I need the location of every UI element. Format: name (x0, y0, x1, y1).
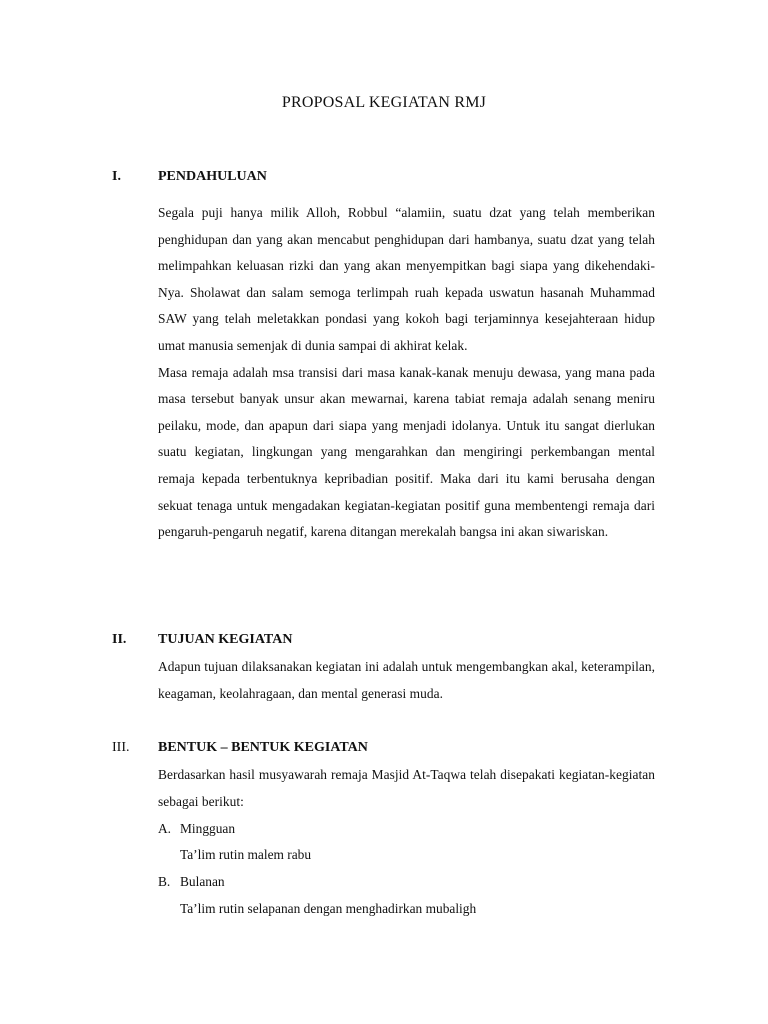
section-body-bentuk (158, 762, 655, 815)
list-label: Mingguan (180, 821, 236, 836)
section-heading: TUJUAN KEGIATAN (158, 632, 293, 647)
section-number: I. (112, 169, 121, 184)
paragraph: Berdasarkan hasil musyawarah remaja Masjid At-Taqwa telah disepakati kegiatan-kegiatan sebagai berikut: (158, 767, 655, 809)
document-title: PROPOSAL KEGIATAN RMJ (281, 94, 487, 111)
section-number: III. (112, 740, 130, 755)
section-body-tujuan (158, 654, 655, 707)
paragraph: Adapun tujuan dilaksanakan kegiatan ini adalah untuk mengembangkan akal, keterampilan, keagaman, keolahragaan, dan mental generasi muda. (158, 659, 655, 701)
list-item-bulanan (158, 874, 225, 890)
paragraph: Masa remaja adalah msa transisi dari masa kanak-kanak menuju dewasa, yang mana pada masa tersebut banyak unsur akan mewarnai, karena tabiat remaja adalah senang meniru peilaku, mode, dan apapun dari siapa yang menjadi idolanya. Untuk itu sangat dierlukan suatu kegiatan, lingkungan yang mengarahkan dan mengiringi perkembangan mental remaja kepada terbentuknya kepribadian positif. Maka dari itu kami berusaha dengan sekuat tenaga untuk mengadakan kegiatan-kegiatan positif guna membentengi remaja dari pengaruh-pengaruh negatif, karena ditangan merekalah bangsa ini akan siwariskan. (158, 364, 655, 540)
paragraph: Segala puji hanya milik Alloh, Robbul “alamiin, suatu dzat yang telah memberikan penghidupan dan yang akan mencabut penghidupan dari hambanya, suatu dzat yang telah melimpahkan keluasan rizki dan yang akan menyempitkan bagi siapa yang dikehendaki-Nya. Sholawat dan salam semoga terlimpah ruah kepada uswatun hasanah Muhammad SAW yang telah meletakkan pondasi yang kokoh bagi terjaminnya kesejahteraan hidup umat manusia semenjak di dunia sampai di akhirat kelak. (158, 205, 655, 353)
list-letter: A. (158, 821, 172, 836)
section-heading: PENDAHULUAN (158, 169, 267, 184)
list-letter: B. (158, 874, 171, 889)
section-heading: BENTUK – BENTUK KEGIATAN (158, 740, 368, 755)
section-number: II. (112, 632, 127, 647)
list-item-mingguan (158, 821, 235, 837)
list-label: Bulanan (180, 874, 225, 889)
list-detail: Ta’lim rutin malem rabu (180, 847, 312, 862)
section-body-pendahuluan (158, 200, 655, 546)
list-detail: Ta’lim rutin selapanan dengan menghadirkan mubaligh (180, 901, 477, 916)
